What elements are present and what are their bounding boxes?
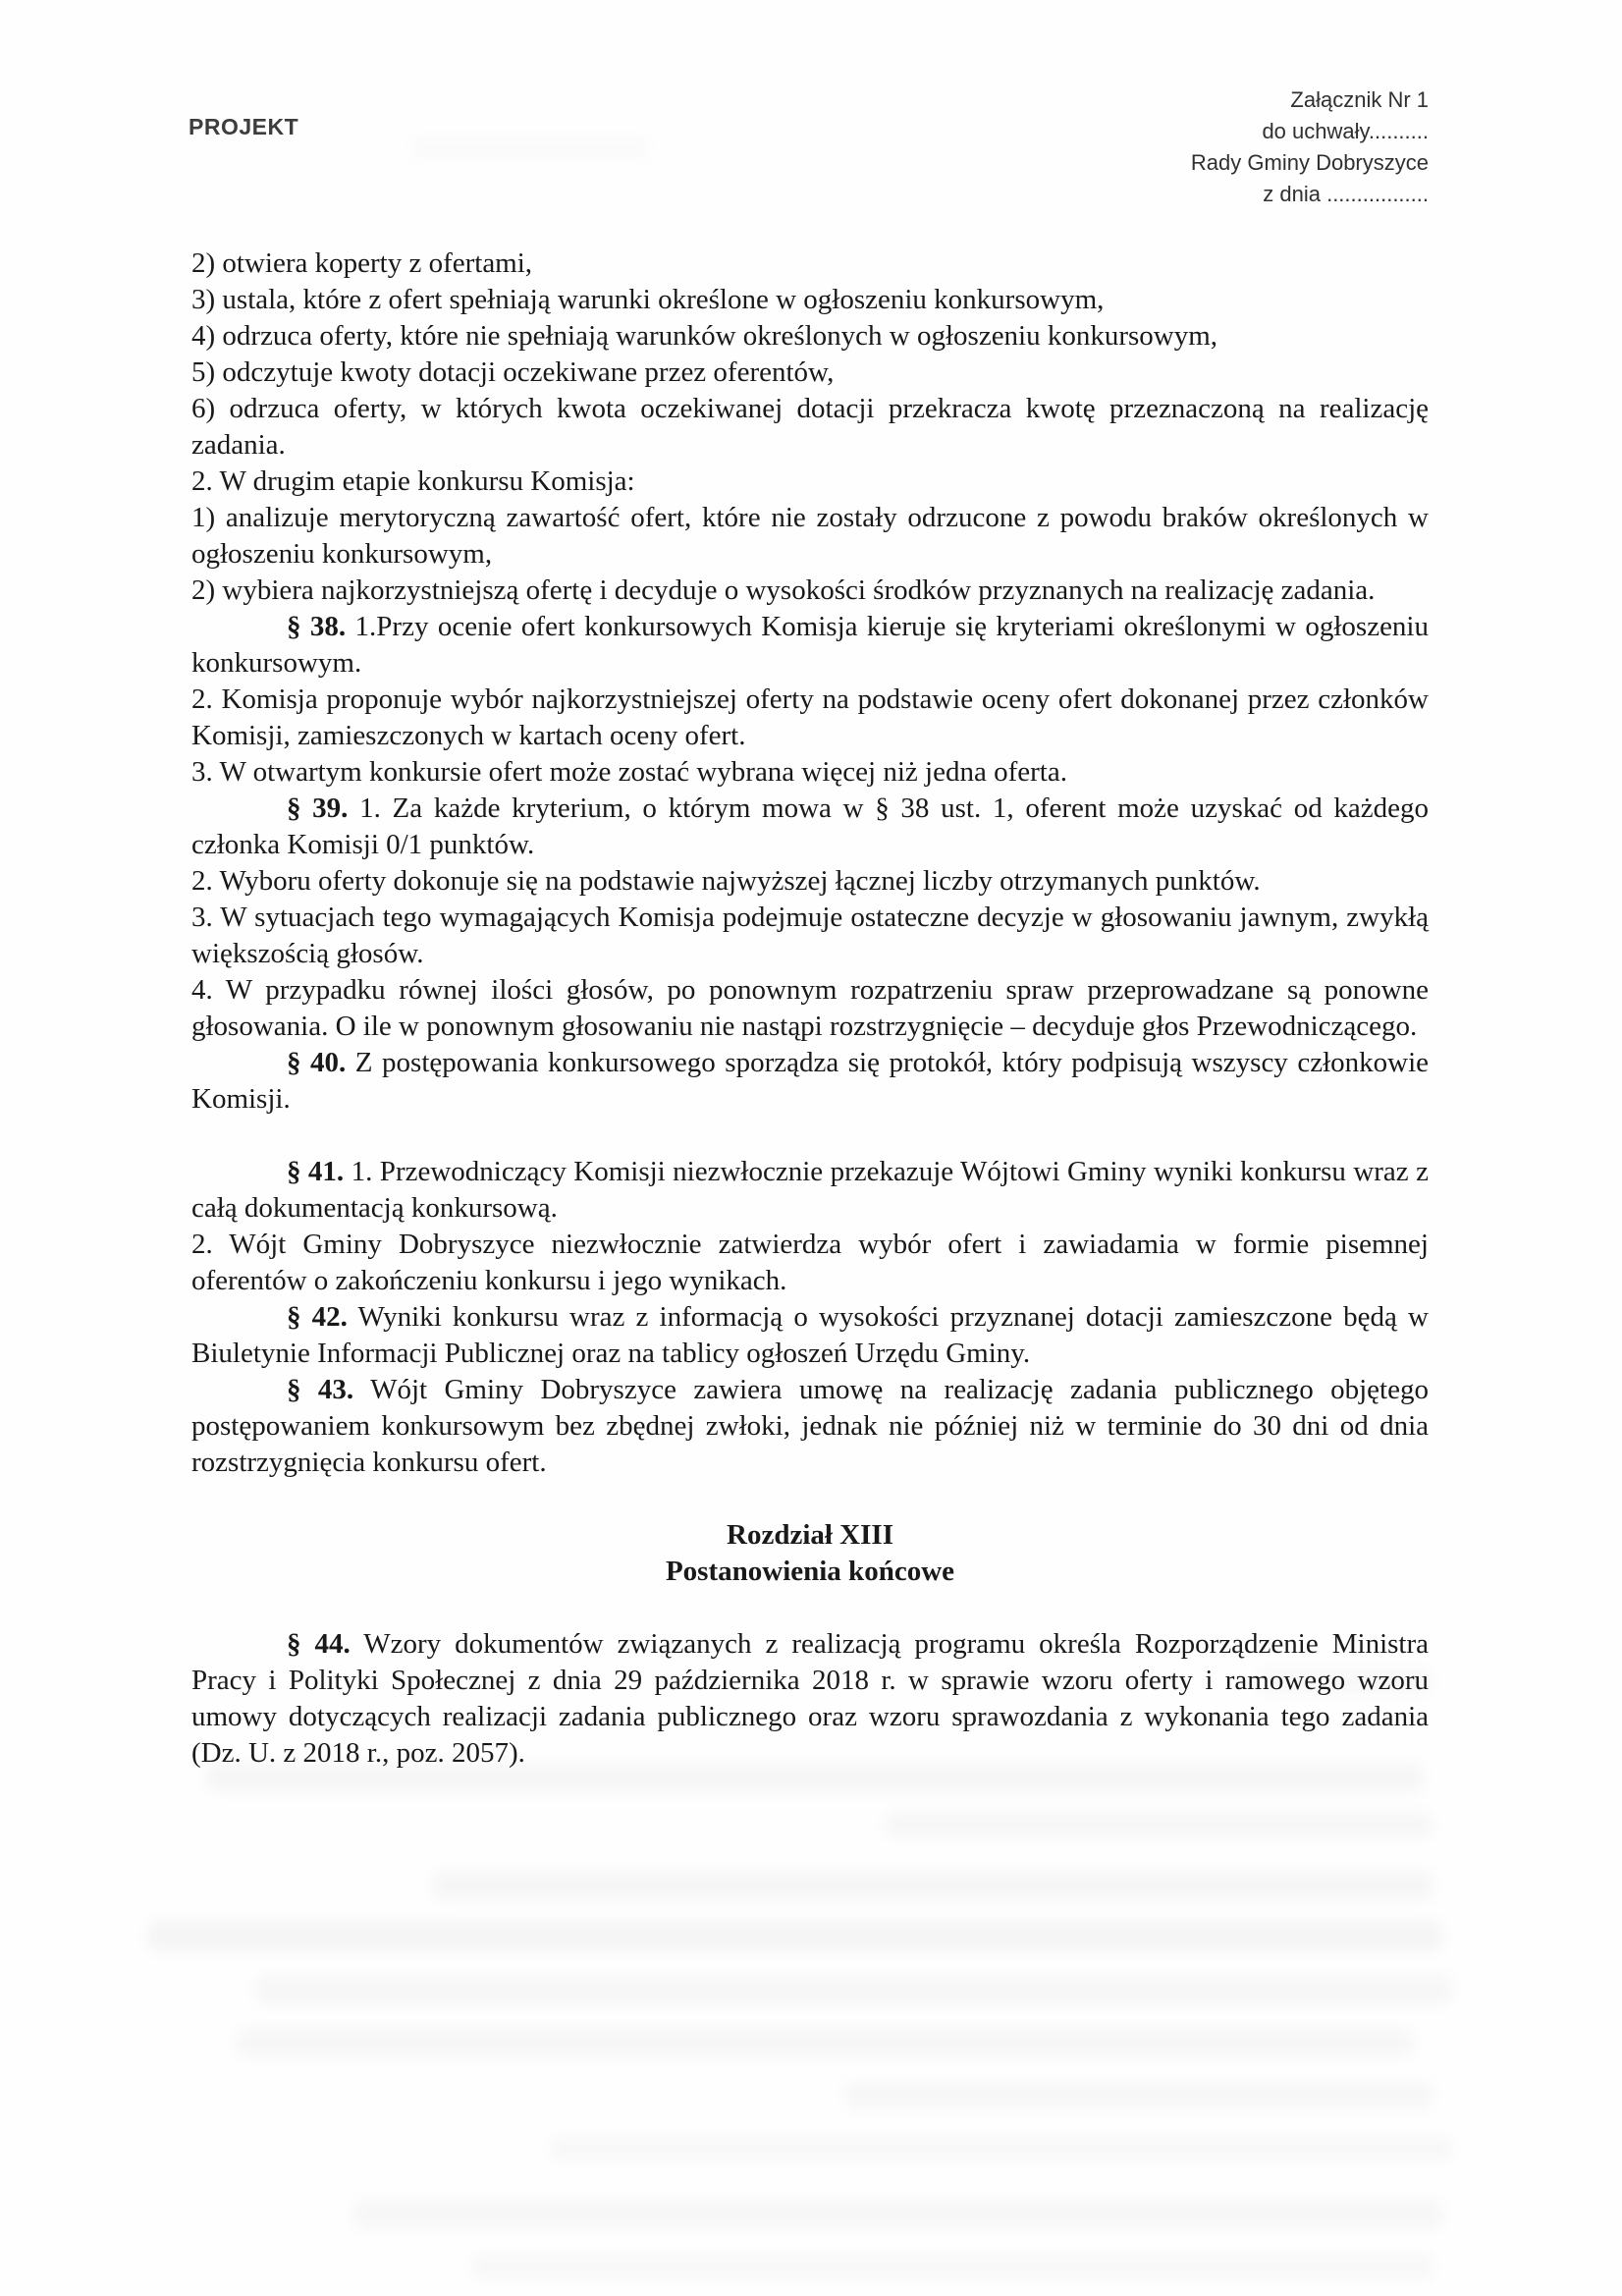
scan-bleedthrough-artifact <box>412 137 648 159</box>
scan-bleedthrough-artifact <box>844 2082 1433 2109</box>
attachment-resolution-line: do uchwały.......... <box>1262 119 1429 143</box>
paragraph: 3) ustala, które z ofert spełniają warunki określone w ogłoszeniu konkursowym, <box>191 284 1105 315</box>
attachment-number-line: Załącznik Nr 1 <box>1290 87 1429 112</box>
paragraph: 4) odrzuca oferty, które nie spełniają warunków określonych w ogłoszeniu konkursowym, <box>191 320 1218 352</box>
paragraph: § 38. 1.Przy ocenie ofert konkursowych Komisja kieruje się kryteriami określonymi w ogłoszeniu konkursowym. <box>191 611 1429 679</box>
paragraph: § 39. 1. Za każde kryterium, o którym mowa w § 38 ust. 1, oferent może uzyskać od każdego członka Komisji 0/1 punktów. <box>191 793 1429 860</box>
section-mark: § 43. <box>287 1374 354 1405</box>
scan-bleedthrough-artifact <box>471 2254 1433 2279</box>
paragraph: § 43. Wójt Gminy Dobryszyce zawiera umowę na realizację zadania publicznego objętego postępowaniem konkursowym bez zbędnej zwłoki, jednak nie później niż w terminie do 30 dni od dnia rozstrzygnięcia konkursu ofert. <box>191 1374 1429 1478</box>
attachment-council-line: Rady Gminy Dobryszyce <box>1190 150 1429 175</box>
section-mark: § 42. <box>287 1301 348 1333</box>
attachment-header <box>1191 84 1429 210</box>
scan-bleedthrough-artifact <box>236 2028 1414 2057</box>
paragraph: § 44. Wzory dokumentów związanych z realizacją programu określa Rozporządzenie Ministra Pracy i Polityki Społecznej z dnia 29 października 2018 r. w sprawie wzoru oferty i ramowego wzoru umowy dotyczących realizacji zadania publicznego oraz wzoru sprawozdania z wykonania tego zadania (Dz. U. z 2018 r., poz. 2057). <box>191 1628 1430 1769</box>
chapter-subheading: Postanowienia końcowe <box>665 1556 955 1587</box>
scan-bleedthrough-artifact <box>432 1871 1433 1900</box>
paragraph: 2. Wójt Gminy Dobryszyce niezwłocznie zatwierdza wybór ofert i zawiadamia w formie pisemnej oferentów o zakończeniu konkursu i jego wynikach. <box>191 1229 1429 1296</box>
scan-bleedthrough-artifact <box>147 1920 1443 1951</box>
draft-label: PROJEKT <box>189 114 299 139</box>
paragraph: § 41. 1. Przewodniczący Komisji niezwłocznie przekazuje Wójtowi Gminy wyniki konkursu wraz z całą dokumentacją konkursową. <box>191 1156 1429 1224</box>
paragraph: 5) odczytuje kwoty dotacji oczekiwane przez oferentów, <box>191 356 835 388</box>
paragraph: 2. W drugim etapie konkursu Komisja: <box>191 465 635 497</box>
paragraph: 4. W przypadku równej ilości głosów, po ponownym rozpatrzeniu spraw przeprowadzane są ponowne głosowania. O ile w ponownym głosowaniu nie nastąpi rozstrzygnięcie – decyduje głos Przewodniczącego. <box>191 974 1429 1042</box>
paragraph: § 42. Wyniki konkursu wraz z informacją o wysokości przyznanej dotacji zamieszczone będą w Biuletynie Informacji Publicznej oraz na tablicy ogłoszeń Urzędu Gminy. <box>191 1301 1429 1369</box>
paragraph: 3. W otwartym konkursie ofert może zostać wybrana więcej niż jedna oferta. <box>191 756 1067 788</box>
section-mark: § 38. <box>287 611 347 642</box>
scan-bleedthrough-artifact <box>884 1812 1433 1837</box>
paragraph: 2. Komisja proponuje wybór najkorzystniejszej oferty na podstawie oceny ofert dokonanej przez członków Komisji, zamieszczonych w kartach oceny ofert. <box>191 683 1429 751</box>
paragraph: 2) wybiera najkorzystniejszą ofertę i decyduje o wysokości środków przyznanych na realizację zadania. <box>191 574 1376 606</box>
paragraph: 6) odrzuca oferty, w których kwota oczekiwanej dotacji przekracza kwotę przeznaczoną na realizację zadania. <box>191 393 1429 461</box>
section-mark: § 44. <box>287 1628 351 1660</box>
paragraph: 3. W sytuacjach tego wymagających Komisja podejmuje ostateczne decyzje w głosowaniu jawnym, zwykłą większością głosów. <box>191 902 1429 969</box>
paragraph: § 40. Z postępowania konkursowego sporządza się protokół, który podpisują wszyscy członkowie Komisji. <box>191 1047 1430 1115</box>
section-mark: § 39. <box>287 793 349 824</box>
chapter-heading: Rozdział XIII <box>727 1519 893 1551</box>
scan-bleedthrough-artifact <box>353 2200 1443 2229</box>
paragraph: 2) otwiera koperty z ofertami, <box>191 247 533 279</box>
paragraph: 2. Wyboru oferty dokonuje się na podstawie najwyższej łącznej liczby otrzymanych punktów. <box>191 865 1261 897</box>
scan-bleedthrough-artifact <box>550 2136 1453 2161</box>
section-mark: § 41. <box>287 1156 345 1187</box>
document-body <box>191 246 1429 1772</box>
section-mark: § 40. <box>287 1047 347 1078</box>
paragraph: 1) analizuje merytoryczną zawartość ofert, które nie zostały odrzucone z powodu braków określonych w ogłoszeniu konkursowym, <box>191 502 1429 570</box>
scan-bleedthrough-artifact <box>255 1974 1453 2005</box>
attachment-date-line: z dnia ................. <box>1263 182 1429 206</box>
